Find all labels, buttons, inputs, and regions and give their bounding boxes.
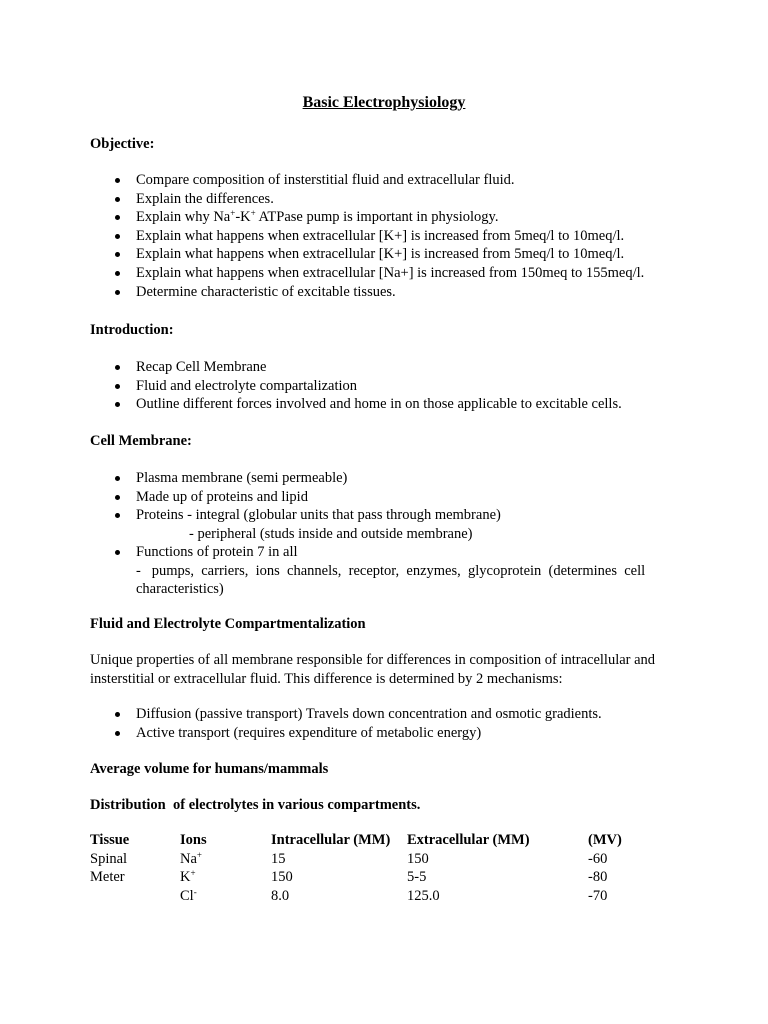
extracellular-cell: 150 — [407, 850, 429, 867]
ion-cell: Cl- — [180, 886, 197, 904]
list-item: Functions of protein 7 in all — [90, 543, 680, 562]
objective-list — [90, 171, 680, 301]
table-row — [90, 850, 678, 869]
tissue-cell — [90, 887, 180, 906]
cell-membrane-list — [90, 469, 680, 525]
intracellular-cell: 15 — [271, 850, 286, 867]
list-item: Diffusion (passive transport) Travels down concentration and osmotic gradients. — [90, 705, 680, 724]
tissue-cell: Meter — [90, 869, 125, 886]
list-item: Fluid and electrolyte compartalization — [90, 377, 680, 396]
distribution-heading: Distribution of electrolytes in various compartments. — [90, 797, 421, 813]
column-header-mv: (MV) — [588, 832, 622, 848]
intracellular-cell: 8.0 — [271, 887, 290, 904]
list-item: Explain what happens when extracellular [K+] is increased from 5meq/l to 10meq/l. — [90, 245, 680, 264]
cell-membrane-heading: Cell Membrane: — [90, 433, 192, 449]
column-header-extracellular: Extracellular (MM) — [407, 832, 530, 848]
peripheral-protein-line: - peripheral (studs inside and outside membrane) — [189, 526, 473, 542]
mv-cell: -70 — [588, 887, 608, 904]
ion-cell: K+ — [180, 868, 196, 886]
introduction-list — [90, 358, 680, 414]
list-item: Determine characteristic of excitable tissues. — [90, 283, 680, 302]
list-item: Outline different forces involved and home in on those applicable to excitable cells. — [90, 395, 680, 414]
list-item: Proteins - integral (globular units that pass through membrane) — [90, 506, 680, 525]
ion-cell: Na+ — [180, 849, 202, 867]
document-title: Basic Electrophysiology — [302, 94, 466, 111]
list-item: Recap Cell Membrane — [90, 358, 680, 377]
average-volume-heading: Average volume for humans/mammals — [90, 761, 329, 777]
list-item: Compare composition of insterstitial fluid and extracellular fluid. — [90, 171, 680, 190]
column-header-intracellular: Intracellular (MM) — [271, 832, 391, 848]
list-item: Active transport (requires expenditure of metabolic energy) — [90, 724, 680, 743]
list-item: Explain what happens when extracellular [K+] is increased from 5meq/l to 10meq/l. — [90, 227, 680, 246]
column-header-tissue: Tissue — [90, 832, 130, 848]
list-item: Explain the differences. — [90, 190, 680, 209]
fluid-mechanisms-list — [90, 705, 680, 742]
electrolyte-distribution-table — [90, 831, 678, 905]
table-row — [90, 887, 678, 906]
list-item: Explain what happens when extracellular [Na+] is increased from 150meq to 155meq/l. — [90, 264, 680, 283]
protein-functions-detail-cont: characteristics) — [136, 581, 224, 597]
intracellular-cell: 150 — [271, 869, 293, 886]
table-row — [90, 868, 678, 887]
mv-cell: -80 — [588, 869, 608, 886]
list-item: Explain why Na+-K+ ATPase pump is important in physiology. — [90, 208, 680, 227]
extracellular-cell: 5-5 — [407, 869, 427, 886]
extracellular-cell: 125.0 — [407, 887, 440, 904]
list-item: Made up of proteins and lipid — [90, 488, 680, 507]
list-item: Plasma membrane (semi permeable) — [90, 469, 680, 488]
column-header-ions: Ions — [180, 832, 207, 848]
tissue-cell: Spinal — [90, 850, 128, 867]
fluid-electrolyte-heading: Fluid and Electrolyte Compartmentalization — [90, 616, 366, 632]
cell-membrane-list-cont — [90, 543, 680, 562]
fluid-paragraph: Unique properties of all membrane responsible for differences in composition of intracellular and insterstitial or extracellular fluid. This difference is determined by 2 mechanisms: — [90, 652, 656, 687]
mv-cell: -60 — [588, 850, 608, 867]
protein-functions-detail: - pumps, carriers, ions channels, receptor, enzymes, glycoprotein (determines cell — [136, 563, 646, 579]
table-header-row — [90, 831, 678, 850]
introduction-heading: Introduction: — [90, 322, 174, 338]
objective-heading: Objective: — [90, 136, 155, 152]
